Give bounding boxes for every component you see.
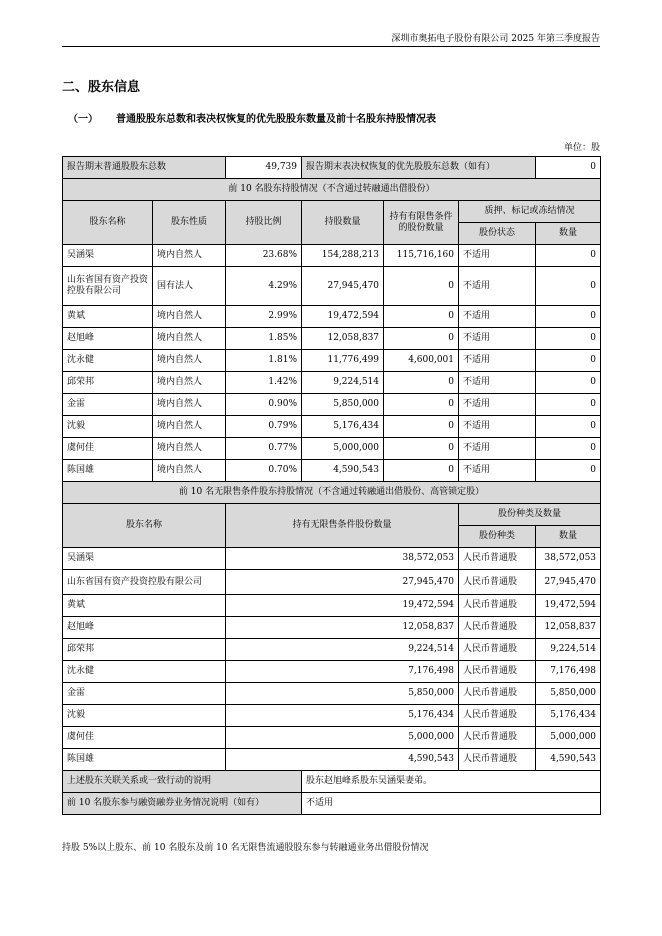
pledge-qty: 0: [536, 306, 601, 328]
pledge-status: 不适用: [459, 394, 536, 416]
holder-name: 吴涵渠: [63, 245, 153, 267]
header-name: 股东名称: [63, 201, 153, 245]
share-type: 人民币普通股: [459, 548, 536, 570]
share-type-qty: 5,176,434: [536, 705, 601, 727]
sub-section-title: [68, 110, 436, 125]
pledge-qty: 0: [536, 245, 601, 267]
share-type: 人民币普通股: [459, 705, 536, 727]
holder-restricted-qty: 0: [384, 416, 459, 438]
pledge-status: 不适用: [459, 460, 536, 482]
unres-holder-name: 沈永健: [63, 661, 226, 683]
share-type-qty: 38,572,053: [536, 548, 601, 570]
pledge-status: 不适用: [459, 416, 536, 438]
unres-holder-name: 虞何佳: [63, 727, 226, 749]
top10-row: [63, 306, 601, 328]
unrestricted-row: [63, 749, 601, 771]
holder-ratio: 1.85%: [226, 328, 302, 350]
holder-ratio: 0.79%: [226, 416, 302, 438]
share-type-qty: 5,000,000: [536, 727, 601, 749]
share-type: 人民币普通股: [459, 749, 536, 771]
holder-name: 黄斌: [63, 306, 153, 328]
holder-name: 赵旭峰: [63, 328, 153, 350]
holder-restricted-qty: 0: [384, 372, 459, 394]
holder-restricted-qty: 0: [384, 328, 459, 350]
holder-nature: 境内自然人: [153, 245, 226, 267]
header-divider: [62, 46, 600, 47]
share-type: 人民币普通股: [459, 595, 536, 617]
share-type-qty: 7,176,498: [536, 661, 601, 683]
holder-qty: 27,945,470: [302, 267, 384, 306]
shareholder-table-body: [63, 157, 601, 815]
holder-nature: 境内自然人: [153, 460, 226, 482]
holder-name: 虞何佳: [63, 438, 153, 460]
share-type-qty: 27,945,470: [536, 570, 601, 595]
unres-header-type-group: 股份种类及数量: [459, 504, 601, 526]
share-type-qty: 5,850,000: [536, 683, 601, 705]
margin-trading-label: 前 10 名股东参与融资融券业务情况说明（如有）: [63, 793, 302, 815]
holder-nature: 境内自然人: [153, 438, 226, 460]
holder-ratio: 1.42%: [226, 372, 302, 394]
unrestricted-row: [63, 661, 601, 683]
holder-nature: 国有法人: [153, 267, 226, 306]
pledge-qty: 0: [536, 460, 601, 482]
holder-restricted-qty: 0: [384, 394, 459, 416]
share-type: 人民币普通股: [459, 617, 536, 639]
margin-trading-row: [63, 793, 601, 815]
holder-ratio: 0.90%: [226, 394, 302, 416]
pledge-qty: 0: [536, 328, 601, 350]
unres-holder-qty: 5,850,000: [226, 683, 459, 705]
pledge-status: 不适用: [459, 350, 536, 372]
top10-row: [63, 328, 601, 350]
pledge-qty: 0: [536, 416, 601, 438]
pledge-qty: 0: [536, 438, 601, 460]
holder-nature: 境内自然人: [153, 306, 226, 328]
unres-holder-qty: 19,472,594: [226, 595, 459, 617]
header-pledge-qty: 数量: [536, 223, 601, 245]
top10-row: [63, 460, 601, 482]
margin-trading-value: 不适用: [302, 793, 601, 815]
pledge-status: 不适用: [459, 306, 536, 328]
holder-qty: 4,590,543: [302, 460, 384, 482]
holder-nature: 境内自然人: [153, 328, 226, 350]
related-party-value: 股东赵旭峰系股东吴涵渠妻弟。: [302, 771, 601, 793]
holder-qty: 11,776,499: [302, 350, 384, 372]
sub-section-number: （一）: [68, 114, 98, 125]
holder-name: 金雷: [63, 394, 153, 416]
document-header: 深圳市奥拓电子股份有限公司 2025 年第三季度报告: [391, 34, 600, 44]
holder-qty: 5,850,000: [302, 394, 384, 416]
top10-header-row: [63, 201, 601, 223]
unres-holder-name: 黄斌: [63, 595, 226, 617]
share-type-qty: 9,224,514: [536, 639, 601, 661]
summary-row: [63, 157, 601, 179]
unres-holder-qty: 12,058,837: [226, 617, 459, 639]
holder-restricted-qty: 0: [384, 438, 459, 460]
holder-name: 邱荣邦: [63, 372, 153, 394]
pledge-status: 不适用: [459, 372, 536, 394]
header-ratio: 持股比例: [226, 201, 302, 245]
preferred-holders-value: 0: [536, 157, 601, 179]
unres-holder-name: 赵旭峰: [63, 617, 226, 639]
unres-holder-qty: 5,176,434: [226, 705, 459, 727]
pledge-status: 不适用: [459, 267, 536, 306]
pledge-qty: 0: [536, 350, 601, 372]
unres-header-qty: 持有无限售条件股份数量: [226, 504, 459, 548]
unres-holder-name: 沈毅: [63, 705, 226, 727]
unres-holder-name: 山东省国有资产投资控股有限公司: [63, 570, 226, 595]
holder-qty: 5,176,434: [302, 416, 384, 438]
holder-restricted-qty: 0: [384, 306, 459, 328]
pledge-status: 不适用: [459, 328, 536, 350]
unres-header-name: 股东名称: [63, 504, 226, 548]
share-type-qty: 19,472,594: [536, 595, 601, 617]
share-type: 人民币普通股: [459, 639, 536, 661]
holder-restricted-qty: 0: [384, 460, 459, 482]
top10-section-label: 前 10 名股东持股情况（不含通过转融通出借股份）: [63, 179, 601, 201]
footnote: 持股 5%以上股东、前 10 名股东及前 10 名无限售流通股股东参与转融通业务出借股份情况: [62, 843, 429, 853]
share-type: 人民币普通股: [459, 683, 536, 705]
unres-header-type: 股份种类: [459, 526, 536, 548]
total-holders-label: 报告期末普通股股东总数: [63, 157, 226, 179]
related-party-row: [63, 771, 601, 793]
share-type: 人民币普通股: [459, 570, 536, 595]
section-title: 二、股东信息: [62, 80, 141, 95]
unres-holder-qty: 7,176,498: [226, 661, 459, 683]
top10-row: [63, 267, 601, 306]
unres-holder-qty: 5,000,000: [226, 727, 459, 749]
holder-qty: 9,224,514: [302, 372, 384, 394]
share-type-qty: 4,590,543: [536, 749, 601, 771]
unres-holder-qty: 27,945,470: [226, 570, 459, 595]
unres-holder-name: 金雷: [63, 683, 226, 705]
unres-holder-qty: 4,590,543: [226, 749, 459, 771]
unres-holder-name: 吴涵渠: [63, 548, 226, 570]
header-pledge: 质押、标记或冻结情况: [459, 201, 601, 223]
pledge-qty: 0: [536, 372, 601, 394]
holder-name: 沈毅: [63, 416, 153, 438]
total-holders-value: 49,739: [226, 157, 302, 179]
header-qty: 持股数量: [302, 201, 384, 245]
holder-qty: 12,058,837: [302, 328, 384, 350]
header-restricted: 持有有限售条件的股份数量: [384, 201, 459, 245]
holder-ratio: 23.68%: [226, 245, 302, 267]
holder-nature: 境内自然人: [153, 350, 226, 372]
holder-qty: 19,472,594: [302, 306, 384, 328]
holder-name: 山东省国有资产投资控股有限公司: [63, 267, 153, 306]
pledge-status: 不适用: [459, 438, 536, 460]
holder-restricted-qty: 4,600,001: [384, 350, 459, 372]
share-type-qty: 12,058,837: [536, 617, 601, 639]
sub-section-text: 普通股股东总数和表决权恢复的优先股股东数量及前十名股东持股情况表: [116, 114, 436, 125]
holder-qty: 154,288,213: [302, 245, 384, 267]
top10-section-row: [63, 179, 601, 201]
header-pledge-status: 股份状态: [459, 223, 536, 245]
unrestricted-header-row: [63, 504, 601, 526]
unres-holder-qty: 38,572,053: [226, 548, 459, 570]
unrestricted-section-row: [63, 482, 601, 504]
pledge-status: 不适用: [459, 245, 536, 267]
top10-row: [63, 245, 601, 267]
unres-holder-qty: 9,224,514: [226, 639, 459, 661]
holder-ratio: 0.77%: [226, 438, 302, 460]
holder-name: 陈国雄: [63, 460, 153, 482]
holder-ratio: 1.81%: [226, 350, 302, 372]
top10-row: [63, 394, 601, 416]
unrestricted-row: [63, 548, 601, 570]
holder-ratio: 0.70%: [226, 460, 302, 482]
holder-restricted-qty: 115,716,160: [384, 245, 459, 267]
related-party-label: 上述股东关联关系或一致行动的说明: [63, 771, 302, 793]
holder-ratio: 2.99%: [226, 306, 302, 328]
pledge-qty: 0: [536, 267, 601, 306]
holder-restricted-qty: 0: [384, 267, 459, 306]
top10-row: [63, 372, 601, 394]
top10-row: [63, 416, 601, 438]
unrestricted-row: [63, 639, 601, 661]
holder-ratio: 4.29%: [226, 267, 302, 306]
holder-name: 沈永健: [63, 350, 153, 372]
unres-holder-name: 邱荣邦: [63, 639, 226, 661]
unrestricted-row: [63, 727, 601, 749]
holder-nature: 境内自然人: [153, 394, 226, 416]
shareholder-table: [62, 156, 601, 815]
unrestricted-row: [63, 705, 601, 727]
pledge-qty: 0: [536, 394, 601, 416]
unres-header-type-qty: 数量: [536, 526, 601, 548]
unres-holder-name: 陈国雄: [63, 749, 226, 771]
holder-qty: 5,000,000: [302, 438, 384, 460]
top10-row: [63, 350, 601, 372]
unrestricted-row: [63, 570, 601, 595]
share-type: 人民币普通股: [459, 661, 536, 683]
unrestricted-section-label: 前 10 名无限售条件股东持股情况（不含通过转融通出借股份、高管锁定股）: [63, 482, 601, 504]
share-type: 人民币普通股: [459, 727, 536, 749]
unit-label: 单位：股: [563, 143, 600, 153]
holder-nature: 境内自然人: [153, 416, 226, 438]
unrestricted-row: [63, 683, 601, 705]
unrestricted-row: [63, 617, 601, 639]
top10-row: [63, 438, 601, 460]
unrestricted-row: [63, 595, 601, 617]
preferred-holders-label: 报告期末表决权恢复的优先股股东总数（如有）: [302, 157, 536, 179]
holder-nature: 境内自然人: [153, 372, 226, 394]
header-nature: 股东性质: [153, 201, 226, 245]
